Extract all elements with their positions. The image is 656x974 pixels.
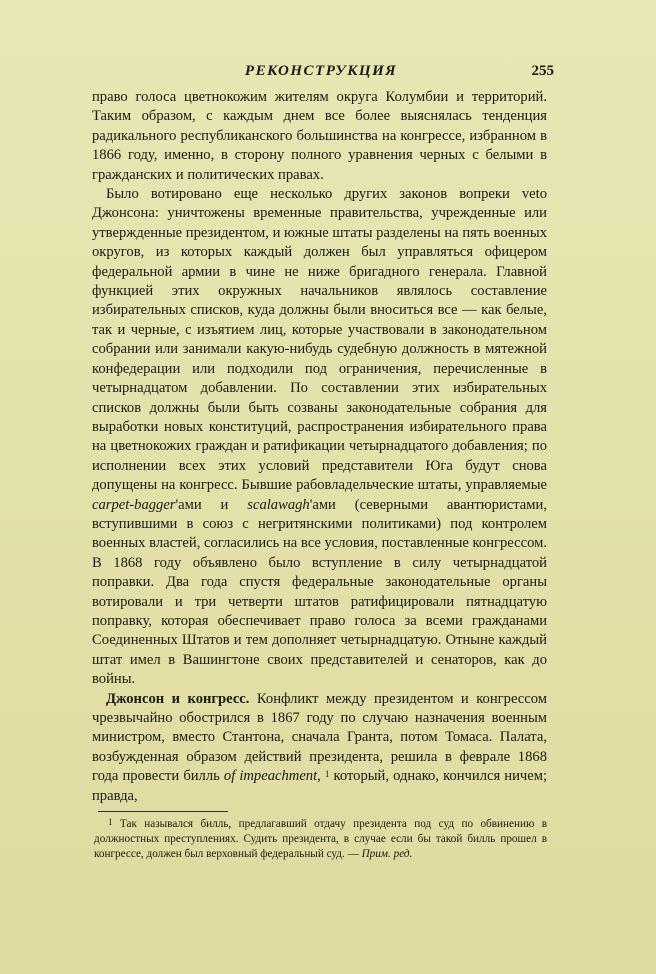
emphasis-term: of impeachment xyxy=(223,768,318,785)
paragraph-text: право голоса цветнокожим жителям округа Колумбии и территорий. Таким образом, с каждым днем все более выяснялась тенденция радикального республиканского большинства на конгрессе, избранном в 1866 году, именно, в сторону полного уравнения черных с белыми в гражданских и политических правах. xyxy=(92,89,547,183)
paragraph-text: Было вотировано еще несколько других законов вопреки veto Джонсона: уничтожены временные правительства, учрежденные или утвержденные президентом, и южные штаты разделены на пять военных округов, из которых каждый должен был управляться офицером федеральной армии в чине не ниже бригадного генерала. Главной функцией этих окружных начальников являлось составление избирательных списков, куда должны были вноситься все — как белые, так и черные, с изъятием лиц, которые участвовали в законодательном собрании или занимали какую-нибудь судебную должность в мятежной конфедерации или подходили под ограничения, перечисленные в четырнадцатом добавлении. По составлении этих избирательных списков должны были быть созваны законодательные собрания для выработки новых конституций, распространения избирательного права на цветнокожих граждан и ратификации четырнадцатого добавления; по исполнении всех этих условий представители Юга будут снова допущены на конгресс. Бывшие рабовладельческие штаты, управляемые xyxy=(92,186,547,494)
paragraph-text: Конфликт между президентом и конгрессом чрезвычайно обострился в 1867 году по случаю назначения военным министром, вместо Стантона, сначала Гранта, потом Томаса. Палата, возбужденная образом действий президента, решила в феврале 1868 года провести билль xyxy=(92,690,547,785)
paragraph-text: 'ами (северными авантюристами, вступившими в союз с негритянскими политиками) под контролем военных властей, согласились на все условия, поставленные конгрессом. В 1868 году объявлено было вступление в силу четырнадцатой поправки. Два года спустя федеральные законодательные органы вотировали и три четверти штатов ратифицировали пятнадцатую поправку, которая обеспечивает право голоса за всеми гражданами Соединенных Штатов и тем дополняет четырнадцатую. Отныне каждый штат имел в Вашингтоне своих представителей и сенаторов, как до войны. xyxy=(92,496,547,688)
footnote-divider xyxy=(98,811,228,812)
emphasis-term: scalawagh xyxy=(247,496,310,513)
footnote-text: Так назывался билль, предлагавший отдачу президента под суд по обвинению в должностных преступлениях. Судить президента, в случае если бы такой билль прошел в конгрессе, должен был верховный федеральный суд. — xyxy=(94,818,547,861)
footnote-marker: 1 xyxy=(108,817,113,827)
footnotes xyxy=(94,817,547,863)
paragraph xyxy=(92,88,547,185)
paragraph: Джонсон и конгресс. Конфликт между президентом и конгрессом чрезвычайно обострился в 1867 году по случаю назначения военным министром, вместо Стантона, сначала Гранта, потом Томаса. Палата, возбужденная образом действий президента, решила в феврале 1868 года провести билль of impeachment, $^1$ который, однако, кончился ничем; правда, xyxy=(92,690,547,804)
section-runin-heading: Джонсон и конгресс. xyxy=(106,690,250,707)
paragraph-text: 'ами и xyxy=(175,496,229,513)
footnote-signature: Прим. ред. xyxy=(361,848,413,861)
footnote xyxy=(94,817,547,863)
running-title: РЕКОНСТРУКЦИЯ xyxy=(244,63,398,79)
emphasis-term: carpet-bagger xyxy=(92,496,176,513)
body-text xyxy=(92,88,547,806)
paragraph xyxy=(92,185,547,690)
page-number: 255 xyxy=(531,63,554,79)
paragraph-text: который, однако, кончился ничем; правда, xyxy=(92,768,547,804)
footnote-reference: 1 xyxy=(324,769,330,780)
running-head xyxy=(96,63,554,81)
